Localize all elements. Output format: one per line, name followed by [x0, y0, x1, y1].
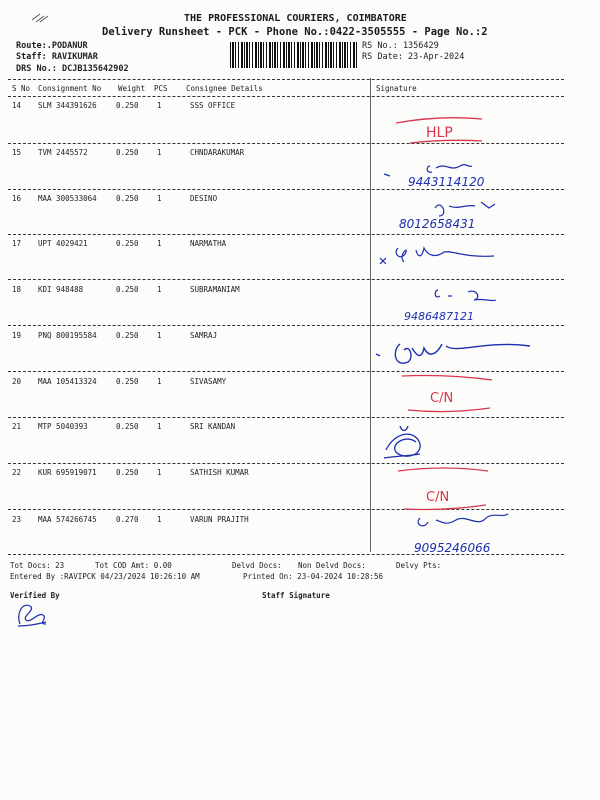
barcode: [230, 42, 358, 68]
row-consignment: MAA 105413324: [38, 377, 97, 386]
handwritten-phone: 9095246066: [414, 541, 491, 555]
row-consignment: MAA 574266745: [38, 515, 97, 524]
stamp-cn-22: [394, 465, 494, 515]
total-docs: Tot Docs: 23: [10, 561, 65, 570]
drs-number: DRS No.: DCJB135642902: [16, 64, 129, 74]
row-consignee: VARUN PRAJITH: [190, 515, 249, 524]
row-pcs: 1: [157, 377, 162, 386]
row-consignment: TVM 2445572: [38, 148, 88, 157]
row-pcs: 1: [157, 331, 162, 340]
row-consignee: DESINO: [190, 194, 218, 203]
row-sno: 21: [12, 422, 22, 431]
row-sno: 23: [12, 515, 22, 524]
handwritten-phone: 8012658431: [399, 217, 476, 231]
row-sno: 14: [12, 101, 22, 110]
signature-column-divider: [370, 78, 371, 552]
stamp-text: HLP: [426, 125, 453, 141]
row-consignee: SIVASAMY: [190, 377, 227, 386]
staff-signature-label: Staff Signature: [262, 591, 330, 600]
row-consignment: PNQ 800195584: [38, 331, 97, 340]
row-weight: 0.250: [116, 468, 139, 477]
row-sno: 20: [12, 377, 22, 386]
verifier-signature: [14, 600, 54, 628]
row-consignment: MTP 5040393: [38, 422, 88, 431]
signature-row-15: [380, 152, 510, 192]
row-pcs: 1: [157, 194, 162, 203]
stamp-text: C/N: [430, 391, 454, 406]
col-consignment: Consignment No: [38, 84, 102, 93]
row-sno: 18: [12, 285, 22, 294]
signature-row-21: [380, 420, 440, 465]
signature-row-18: [400, 286, 530, 326]
row-consignment: SLM 344391626: [38, 101, 97, 110]
col-consignee: Consignee Details: [186, 84, 263, 93]
row-weight: 0.270: [116, 515, 139, 524]
row-weight: 0.250: [116, 239, 139, 248]
row-rule: [8, 279, 564, 280]
row-weight: 0.250: [116, 377, 139, 386]
table-top-rule: [8, 79, 564, 80]
row-pcs: 1: [157, 468, 162, 477]
row-consignee: SRI KANDAN: [190, 422, 236, 431]
row-weight: 0.250: [116, 194, 139, 203]
row-rule: [8, 463, 564, 464]
col-weight: Weight: [118, 84, 146, 93]
row-weight: 0.250: [116, 422, 139, 431]
handwritten-phone: 9443114120: [408, 175, 485, 189]
corner-scribble: [30, 10, 50, 24]
col-sno: S No: [12, 84, 31, 93]
row-pcs: 1: [157, 239, 162, 248]
row-sno: 16: [12, 194, 22, 203]
row-pcs: 1: [157, 515, 162, 524]
row-consignee: SSS OFFICE: [190, 101, 236, 110]
header-rule: [8, 96, 564, 97]
row-consignee: SUBRAMANIAM: [190, 285, 240, 294]
delivered-docs: Delvd Docs:: [232, 561, 282, 570]
row-consignment: KDI 948488: [38, 285, 84, 294]
col-signature: Signature: [376, 84, 417, 93]
row-pcs: 1: [157, 285, 162, 294]
row-consignee: SAMRAJ: [190, 331, 218, 340]
row-sno: 19: [12, 331, 22, 340]
row-weight: 0.250: [116, 101, 139, 110]
signature-row-17: [376, 242, 506, 272]
total-cod-amount: Tot COD Amt: 0.00: [95, 561, 172, 570]
col-pcs: PCS: [154, 84, 168, 93]
row-consignment: KUR 695919071: [38, 468, 97, 477]
signature-row-23: [410, 512, 540, 557]
non-delivered-docs: Non Delvd Docs:: [298, 561, 366, 570]
row-weight: 0.250: [116, 331, 139, 340]
row-consignee: NARMATHA: [190, 239, 227, 248]
row-consignee: CHNDARAKUMAR: [190, 148, 245, 157]
company-name: THE PROFESSIONAL COURIERS, COIMBATORE: [184, 13, 407, 24]
row-pcs: 1: [157, 101, 162, 110]
stamp-cn-20: [398, 370, 498, 420]
stamp-hlp: [390, 105, 490, 147]
signature-row-16: [395, 196, 525, 236]
runsheet-title: Delivery Runsheet - PCK - Phone No.:0422-3505555 - Page No.:2: [102, 26, 488, 38]
stamp-text: C/N: [426, 490, 450, 505]
route: Route:.PODANUR: [16, 41, 88, 51]
row-sno: 17: [12, 239, 22, 248]
row-sno: 22: [12, 468, 22, 477]
entered-by: Entered By :RAVIPCK 04/23/2024 10:26:10 AM: [10, 572, 200, 581]
rs-number: RS No.: 1356429: [362, 41, 439, 51]
row-consignee: SATHISH KUMAR: [190, 468, 249, 477]
row-consignment: UPT 4029421: [38, 239, 88, 248]
printed-on: Printed On: 23-04-2024 10:28:56: [243, 572, 383, 581]
staff: Staff: RAVIKUMAR: [16, 52, 98, 62]
rs-date: RS Date: 23-Apr-2024: [362, 52, 465, 62]
verified-by-label: Verified By: [10, 591, 60, 600]
row-consignment: MAA 300533064: [38, 194, 97, 203]
row-sno: 15: [12, 148, 22, 157]
row-weight: 0.250: [116, 148, 139, 157]
signature-row-19: [374, 330, 534, 375]
delivery-points: Delvy Pts:: [396, 561, 442, 570]
handwritten-phone: 9486487121: [404, 310, 474, 323]
row-pcs: 1: [157, 148, 162, 157]
row-pcs: 1: [157, 422, 162, 431]
row-weight: 0.250: [116, 285, 139, 294]
